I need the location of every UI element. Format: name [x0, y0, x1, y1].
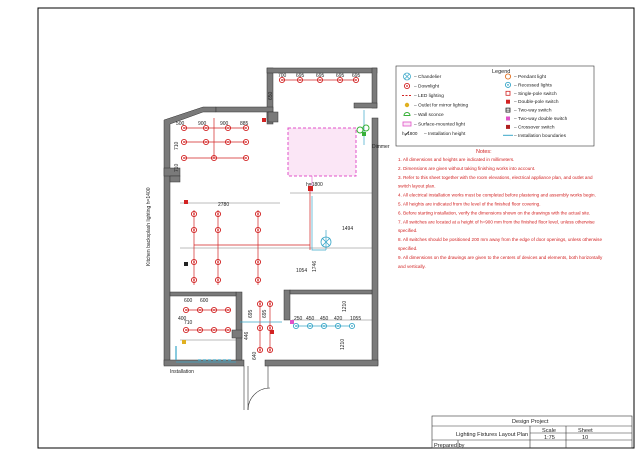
dimension-label: 1746: [312, 260, 318, 272]
legend-label: – Surface-mounted light: [414, 122, 465, 128]
dimension-label: 500: [176, 121, 185, 127]
legend-row: [402, 93, 444, 99]
legend-row: [506, 116, 568, 122]
dimension-label: 695: [336, 73, 345, 79]
legend-label: – Outlet for mirror lighting: [414, 103, 469, 109]
legend-row: [404, 112, 444, 118]
dimension-label: 640: [252, 351, 258, 360]
legend-row: [506, 108, 552, 114]
dimension-label: 450: [320, 316, 329, 322]
note-line: 9. All dimensions on the drawings are given to the centers of devices and elements, both horizontally: [398, 254, 603, 260]
dimension-label: 1210: [342, 300, 348, 312]
legend: [396, 66, 594, 146]
legend-row: [403, 122, 466, 128]
note-line: 7. All switches are located at a height of h=900 mm from the finished floor level, unless otherwise: [398, 219, 595, 225]
dimension-label: 900: [198, 121, 207, 127]
legend-label: – Single-pole switch: [514, 91, 557, 97]
dimension-label: 420: [334, 316, 343, 322]
legend-label: – Two-way switch: [514, 108, 552, 114]
door-openings: [244, 366, 270, 410]
legend-row: [402, 131, 466, 137]
dimension-label: 700: [278, 73, 287, 79]
note-line: 2. Dimensions are given without taking finishing works into account.: [398, 165, 536, 171]
legend-row: [506, 91, 557, 97]
surface-light-zone: [288, 128, 356, 176]
legend-label: – Installation boundaries: [514, 133, 567, 139]
title-block: [432, 416, 632, 449]
dimension-label: 400: [178, 316, 187, 322]
note-line: 1. All dimensions and heights are indicated in millimeters.: [398, 157, 515, 162]
dimension-label: 250: [294, 316, 303, 322]
downlight-icon: [404, 83, 409, 88]
dimension-label: 1055: [350, 316, 362, 322]
sheet-title: Lighting Fixtures Layout Plan: [456, 432, 529, 438]
dimension-label: 695: [296, 73, 305, 79]
two-way-switch-icon: [506, 108, 510, 112]
legend-tag: h=1800: [402, 131, 418, 136]
dimension-label: 695: [316, 73, 325, 79]
dimension-label: 885: [240, 121, 249, 127]
note-line: specified.: [398, 246, 418, 251]
legend-label: – LED lighting: [414, 94, 444, 99]
notes-block: [398, 149, 603, 269]
note-line: 4. All electrical installation works must be completed before plastering and assembly works begin.: [398, 192, 596, 198]
dimension-label: 710: [174, 141, 180, 150]
dimension-label: 650: [268, 91, 274, 100]
note-line: 8. All switches should be positioned 200 mm away from the edge of door openings, unless otherwise: [398, 237, 603, 243]
legend-row: [506, 99, 559, 105]
chandelier-icon: [404, 73, 411, 80]
note-line: 3. Refer to this sheet together with the room elevations, electrical appliance plan, and outlet and: [398, 174, 593, 180]
dimension-label: 600: [200, 298, 209, 304]
interior-lines: [180, 193, 372, 340]
surface-light-icon: [403, 122, 411, 126]
dimension-label: 2780: [218, 202, 230, 208]
mirror-outlet-icon: [405, 103, 409, 107]
dimension-label: 446: [244, 331, 250, 340]
legend-label: – Installation height: [424, 132, 466, 137]
legend-label: – Pendant light: [514, 75, 547, 80]
legend-label: – Chandelier: [414, 75, 442, 80]
double-pole-switch-icon: [506, 100, 510, 104]
dimension-label: 900: [220, 121, 229, 127]
legend-label: – Wall sconce: [414, 113, 444, 118]
dimension-label: 710: [174, 163, 180, 172]
led-strips: [176, 346, 232, 360]
dimension-label: 1210: [340, 338, 346, 350]
installation-label: Installation: [170, 369, 194, 375]
dimension-label: 1494: [342, 226, 354, 232]
crossover-switch-icon: [506, 125, 510, 129]
recessed-lights-icon: [505, 82, 510, 87]
note-line: 5. All heights are indicated from the level of the finished floor covering.: [398, 201, 541, 207]
sheet-number: 10: [582, 435, 589, 441]
legend-row: [404, 83, 439, 89]
downlight-icon: [349, 323, 354, 328]
scale-label: Scale: [542, 428, 556, 434]
note-line: 6. Before starting installation, verify the dimensions shown on the drawings with the actual site.: [398, 210, 591, 216]
prepared-by-label: Prepared by: [434, 443, 465, 449]
height-tag: h=1800: [306, 182, 323, 188]
dimension-label: 695: [262, 309, 268, 318]
wall-sconce-icon: [404, 113, 410, 116]
dimension-label: 1054: [296, 268, 308, 274]
legend-title: Legend: [492, 69, 511, 75]
dimmer-label: Dimmer: [372, 144, 390, 150]
legend-row: [503, 133, 567, 139]
walls: [164, 68, 378, 366]
legend-row: [506, 124, 555, 130]
dimension-label: 450: [306, 316, 315, 322]
legend-label: – Recessed lights: [514, 83, 552, 89]
wall-sconce-fixture: [357, 125, 369, 136]
legend-row: [405, 103, 469, 109]
legend-row: [404, 73, 442, 80]
sheet-label: Sheet: [578, 428, 593, 434]
legend-label: – Double-pole switch: [514, 100, 559, 106]
dimension-label: 710: [184, 320, 193, 326]
project-title: Design Project: [512, 419, 549, 425]
single-pole-switch-icon: [506, 91, 510, 95]
notes-title: Notes:: [476, 149, 492, 155]
legend-label: – Downlight: [414, 84, 440, 90]
dimension-label: 695: [248, 309, 254, 318]
scale-value: 1:75: [544, 435, 555, 441]
legend-label: – Crossover switch: [514, 125, 555, 131]
note-line: specified.: [398, 228, 418, 234]
note-line: and vertically.: [398, 263, 426, 269]
two-way-double-switch-icon: [506, 117, 510, 121]
note-line: switch layout plan.: [398, 183, 436, 189]
dimension-label: 600: [184, 298, 193, 304]
kitchen-label: Kitchen backsplash lighting h=1400: [146, 187, 152, 266]
dimension-label: 695: [352, 73, 361, 79]
legend-row: [505, 74, 546, 80]
legend-row: [505, 82, 552, 88]
legend-label: – Two-way double switch: [514, 117, 568, 122]
